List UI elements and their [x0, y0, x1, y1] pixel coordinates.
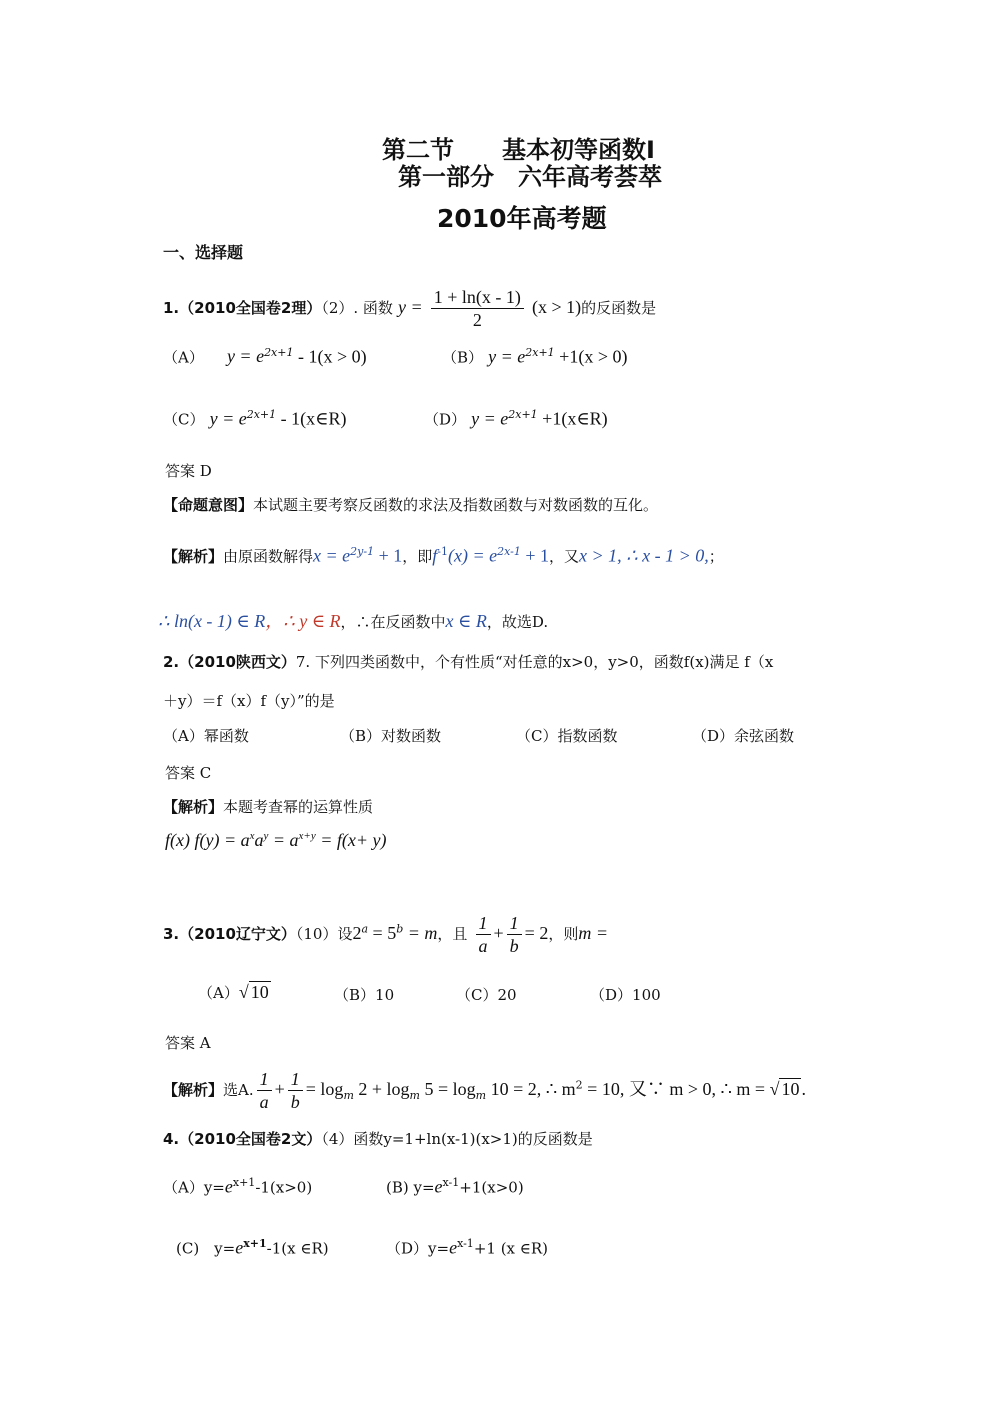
question-3-eq-b: = 5 [368, 923, 397, 943]
section-title-line1: 第二节 基本初等函数Ⅰ [382, 136, 655, 164]
q1-option-c-formula: y = e [209, 408, 247, 429]
question-3-fraction-2 [507, 912, 522, 957]
q2-formula-exp-xy: x+y [298, 830, 316, 842]
q3-solution-fraction-1-den: a [259, 1092, 269, 1112]
q1-option-a-tail: - 1(x > 0) [293, 346, 367, 367]
q1-answer: 答案 D [165, 462, 212, 480]
q1-solution-formula-d-exp2: 2x-1 [497, 545, 521, 558]
q2-formula-part-b: a [254, 830, 264, 850]
q1-option-a-label: （A） [163, 348, 204, 367]
q4-option-d-exp: x-1 [457, 1237, 474, 1250]
q3-solution-pre: 选A. [223, 1081, 254, 1099]
question-3-m-eq: m = [578, 923, 608, 943]
q1-solution-formula-b-exp: 2y-1 [350, 545, 375, 558]
q2-solution [163, 796, 373, 817]
question-3-text1: （10）设 [295, 925, 353, 943]
q3-solution-fraction-1-num: 1 [257, 1068, 272, 1091]
question-1 [163, 286, 656, 331]
question-3-label: 3.（2010辽宁文） [163, 925, 296, 943]
question-3-text3: ，则 [548, 925, 579, 943]
q4-option-d-tail: +1 (x ∈R) [473, 1239, 549, 1258]
question-4-label: 4.（2010全国卷2文） [163, 1130, 322, 1148]
question-2-text1: 7. 下列四类函数中，个有性质“对任意的x>0，y>0，函数f(x)满足 f（x [295, 653, 774, 671]
q4-option-b-exp: x-1 [442, 1176, 460, 1189]
question-3-text2: ，且 [437, 925, 468, 943]
question-3-fraction-2-den: b [509, 936, 519, 956]
q1-option-a [163, 346, 367, 367]
question-3 [163, 912, 608, 957]
q4-option-b-e: e [434, 1176, 443, 1197]
question-3-eq-a: 2 [352, 923, 362, 943]
q4-option-a-label: （A）y= [163, 1178, 225, 1197]
question-1-denominator: 2 [472, 310, 482, 330]
q1-solution-formula-d-mid: (x) = e [448, 545, 498, 566]
q4-option-a-tail: -1(x>0) [255, 1178, 313, 1197]
q1-solution-formula-2d: x ∈ R [445, 611, 487, 631]
q4-option-d-e: e [449, 1237, 458, 1258]
question-1-numerator: 1 + ln(x - 1) [431, 286, 524, 309]
q2-solution-tag: 【解析】 [163, 798, 224, 816]
q1-solution-formula-d: f [432, 545, 438, 566]
q1-option-b [442, 346, 627, 367]
q2-formula [165, 830, 387, 851]
section-title-line2: 第一部分 六年高考荟萃 [398, 163, 662, 191]
q3-solution-body-1: = log [305, 1079, 344, 1099]
q3-solution-fraction-2 [288, 1068, 303, 1113]
year-title: 2010年高考题 [437, 204, 607, 233]
q1-solution-formula-d-exp: -1 [437, 545, 448, 558]
q3-solution-root: 10 [781, 1079, 800, 1099]
q1-solution-line2 [158, 607, 548, 633]
question-3-eq-b-exp: b [396, 922, 404, 936]
q3-option-c: （C）20 [456, 986, 517, 1004]
q1-solution-formula-2a: ∴ ln(x - 1) ∈ R [158, 611, 266, 631]
q1-option-b-formula: y = e [488, 346, 526, 367]
q3-solution-sub-2: m [409, 1089, 420, 1103]
q1-solution-formula-2b: ，∴ y ∈ R [265, 611, 341, 631]
q3-option-a-label: （A） [198, 984, 239, 1002]
q2-formula-part-d: = f(x+ y) [315, 830, 387, 850]
q3-answer: 答案 A [165, 1034, 211, 1052]
q3-solution-body-3: 5 = log [419, 1079, 476, 1099]
q1-option-d-exp: 2x+1 [508, 408, 538, 421]
q1-option-d [424, 408, 608, 429]
question-2 [163, 651, 773, 672]
q2-solution-text: 本题考查幂的运算性质 [223, 798, 374, 816]
q2-option-b: （B）对数函数 [340, 727, 442, 745]
q1-solution-line1 [163, 545, 724, 566]
q1-solution-text-c: ，即 [402, 547, 433, 566]
q4-option-c-label: (C) y= [176, 1239, 236, 1258]
q4-option-b-label: (B) y= [386, 1178, 435, 1197]
q4-option-d [386, 1237, 548, 1258]
question-1-text2: 的反函数是 [581, 299, 657, 317]
q1-solution-formula-b: x = e [313, 545, 351, 566]
q1-intent-tag: 【命题意图】 [163, 496, 254, 514]
question-3-plus: + [493, 923, 504, 943]
q4-option-a [163, 1176, 312, 1197]
q1-option-c-exp: 2x+1 [246, 408, 277, 421]
q3-solution-square: 2 [575, 1078, 583, 1092]
question-3-fraction-1-num: 1 [476, 912, 491, 935]
q2-option-a: （A）幂函数 [163, 727, 249, 745]
question-1-text: （2）. 函数 [321, 299, 393, 317]
q2-formula-part-a: f(x) f(y) = a [165, 830, 250, 850]
q4-option-a-e: e [224, 1176, 233, 1197]
q1-solution-text-2c: ，∴在反函数中 [340, 613, 446, 631]
question-2-label: 2.（2010陕西文） [163, 653, 296, 671]
q2-formula-exp-y: y [263, 830, 269, 842]
q3-option-d: （D）100 [590, 986, 661, 1004]
q2-option-c: （C）指数函数 [516, 727, 618, 745]
q1-solution-text-a: 由原函数解得 [223, 547, 314, 566]
q1-option-a-exp: 2x+1 [264, 346, 294, 359]
q3-solution-body-5: = 10, 又∵ m > 0, ∴ m = [582, 1079, 770, 1099]
q1-solution-text-g: ； [708, 547, 724, 566]
q1-option-b-label: （B） [442, 348, 484, 367]
question-4 [163, 1128, 593, 1149]
q1-solution-text-2e: ，故选D. [486, 613, 549, 631]
q3-solution-sub-1: m [343, 1089, 354, 1103]
q3-solution-body-2: 2 + log [353, 1079, 410, 1099]
q1-solution-formula-b-tail: + 1 [374, 545, 403, 566]
q1-solution-formula-f: x > 1, ∴ x - 1 > 0, [579, 545, 709, 566]
q4-option-a-exp: x+1 [232, 1176, 256, 1189]
q4-option-c-tail: -1(x ∈R) [266, 1239, 329, 1258]
q2-formula-exp-x: x [249, 830, 255, 842]
q1-option-c-label: （C） [163, 410, 205, 429]
q3-option-b: （B）10 [334, 986, 395, 1004]
q3-solution-fraction-1 [257, 1068, 272, 1113]
q1-option-d-tail: +1(x∈R) [537, 408, 608, 429]
question-2-text2: ＋y）＝f（x）f（y）”的是 [163, 692, 335, 710]
question-1-label: 1.（2010全国卷2理） [163, 299, 322, 317]
q2-answer: 答案 C [165, 764, 212, 782]
q4-option-b-tail: +1(x>0) [459, 1178, 524, 1197]
question-4-text: （4）函数y=1+ln(x-1)(x>1)的反函数是 [321, 1130, 593, 1148]
q4-option-c [176, 1237, 329, 1258]
choice-section-heading: 一、选择题 [163, 243, 244, 262]
q2-formula-part-c: = a [268, 830, 299, 850]
question-3-eq2: = 2 [524, 923, 549, 943]
q4-option-c-exp: x+1 [243, 1237, 267, 1250]
q2-option-d: （D）余弦函数 [692, 727, 795, 745]
question-1-condition: (x > 1) [531, 297, 582, 317]
q3-solution-fraction-2-den: b [290, 1092, 300, 1112]
q3-solution: 【解析】选A. $\frac{1}{a}$ + $\frac{1}{b}$ = $\log_m 2 + \log_m 5 = \log_m 10 = 2$, ∴ $m^2 = 10$, 又∵ m > 0, ∴ m = √ 10 . [163, 1069, 806, 1112]
q3-solution-sub-3: m [475, 1089, 487, 1103]
q1-option-b-exp: 2x+1 [525, 346, 555, 359]
question-3-eq-c: = m [403, 923, 438, 943]
q4-option-c-e: e [235, 1237, 244, 1258]
q1-solution-text-e: ，又 [549, 547, 580, 566]
q1-option-d-formula: y = e [471, 408, 509, 429]
q3-solution-tag: 【解析】 [163, 1081, 224, 1099]
q1-option-c [163, 408, 346, 429]
question-1-fraction [431, 286, 524, 331]
q1-intent [163, 494, 658, 515]
question-3-fraction-2-num: 1 [507, 912, 522, 935]
q1-intent-text: 本试题主要考察反函数的求法及指数函数与对数函数的互化。 [253, 496, 659, 514]
q3-option-a: （A）√ 10 [198, 982, 269, 1002]
q3-solution-body-4: 10 = 2, ∴ m [486, 1079, 576, 1099]
q4-option-b [386, 1176, 524, 1197]
q1-option-d-label: （D） [424, 410, 467, 429]
question-3-fraction-1 [476, 912, 491, 957]
q1-solution-formula-d-tail: + 1 [520, 545, 550, 566]
q3-solution-fraction-2-num: 1 [288, 1068, 303, 1091]
question-1-y: y = [398, 297, 423, 317]
q4-option-d-label: （D）y= [386, 1239, 450, 1258]
q3-option-a-value: 10 [250, 982, 269, 1002]
q3-solution-end: . [801, 1079, 806, 1099]
q1-option-b-tail: +1(x > 0) [554, 346, 628, 367]
question-3-fraction-1-den: a [478, 936, 488, 956]
q1-option-c-tail: - 1(x∈R) [276, 408, 347, 429]
q1-option-a-formula: y = e [226, 346, 265, 367]
q1-solution-tag: 【解析】 [163, 547, 224, 566]
q3-solution-plus: + [274, 1079, 285, 1099]
question-3-eq-a-exp: a [361, 922, 369, 936]
